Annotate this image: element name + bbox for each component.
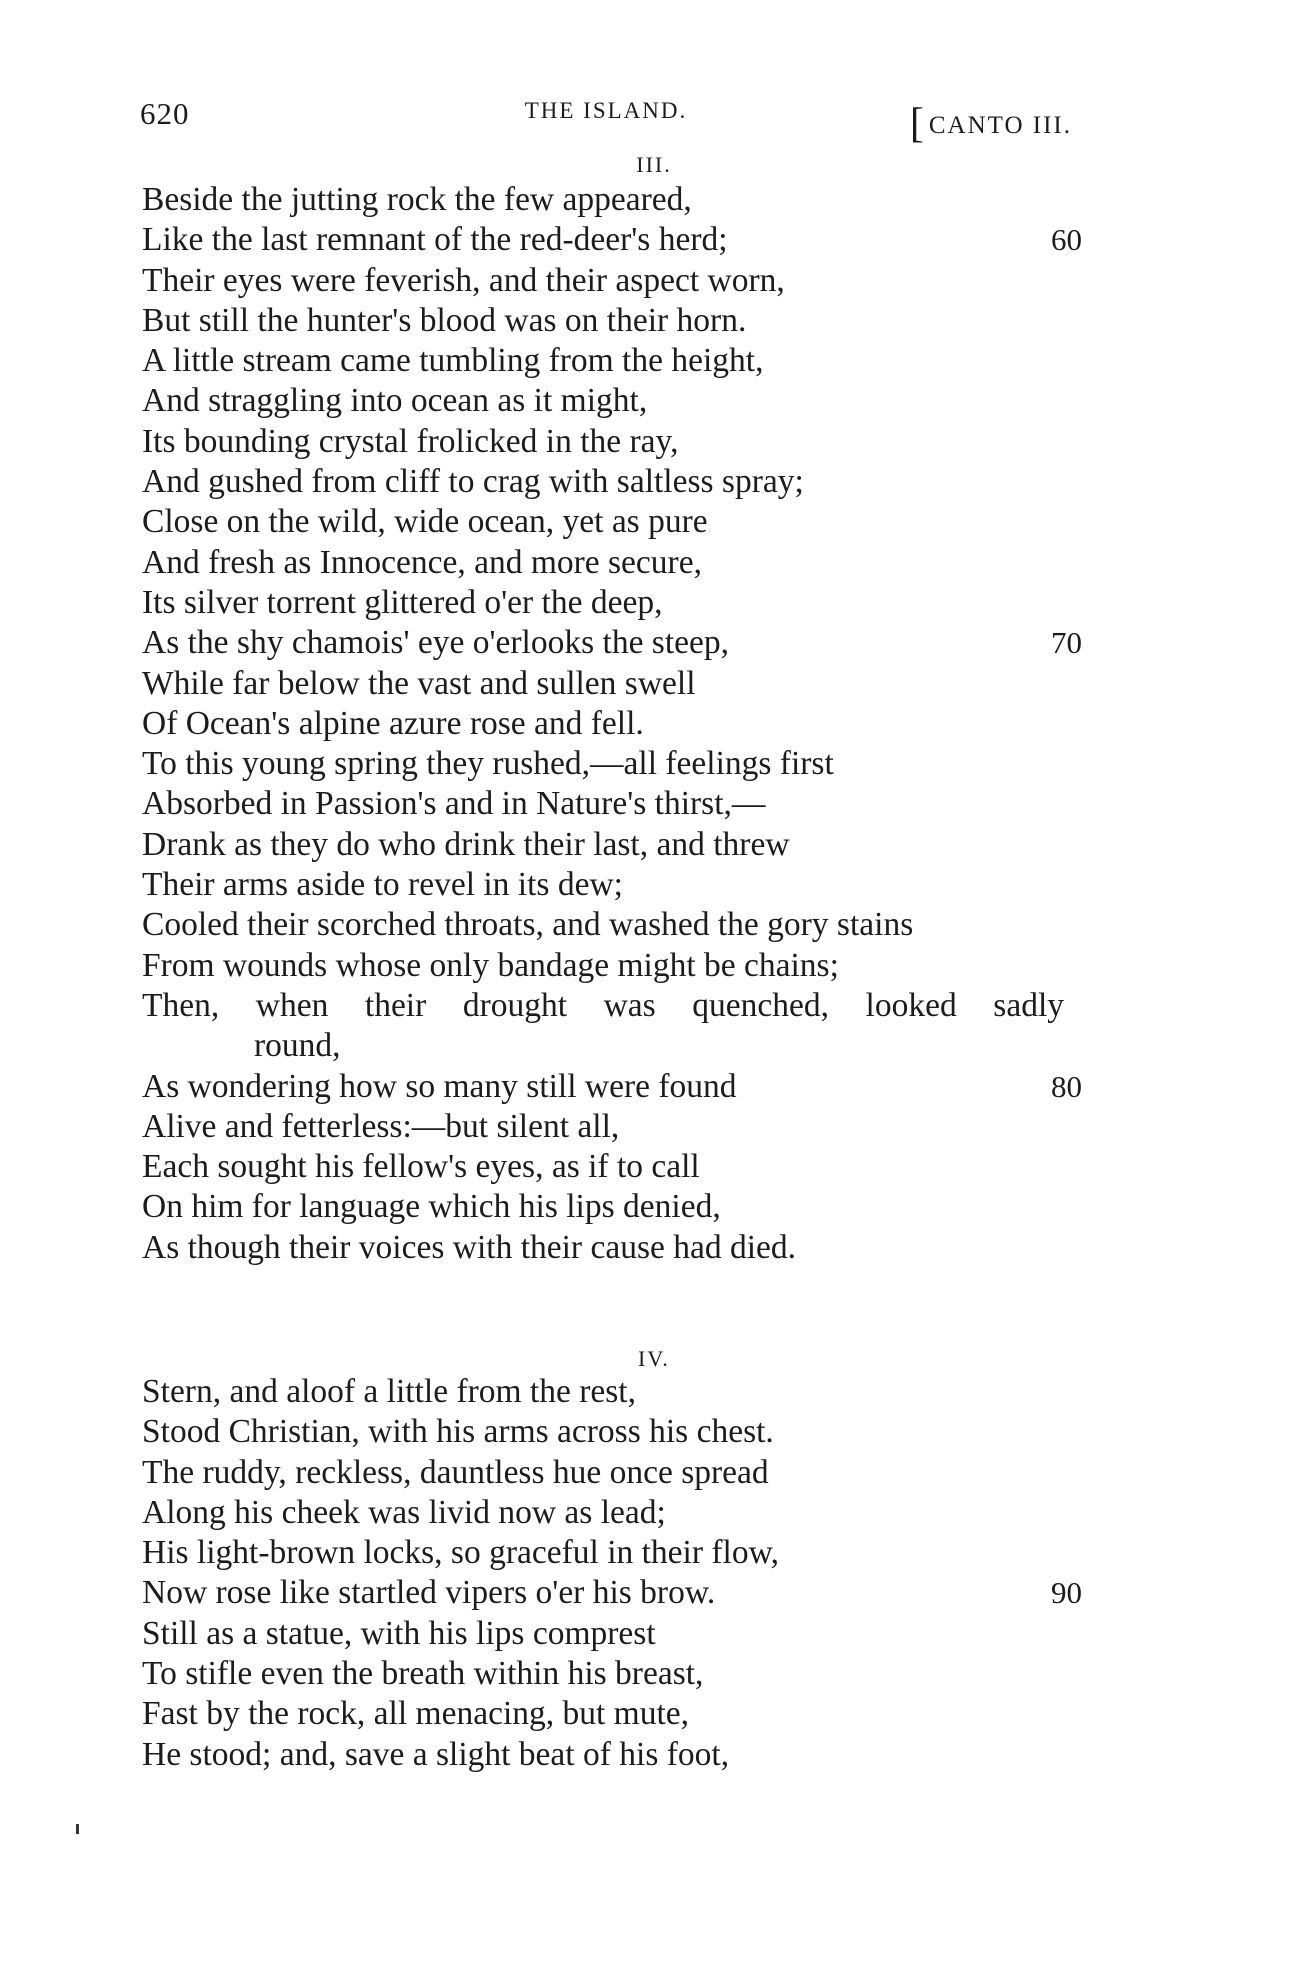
verse-line: Its bounding crystal frolicked in the ray, — [142, 422, 679, 460]
verse-line: Then, when their drought was quenched, looked sadly — [142, 986, 1064, 1024]
verse-line: Their arms aside to revel in its dew; — [142, 866, 623, 904]
verse-line-continuation: round, — [254, 1027, 341, 1065]
page-header — [140, 96, 1072, 147]
margin-mark — [76, 1824, 79, 1834]
verse-line: Each sought his fellow's eyes, as if to call — [142, 1148, 700, 1186]
verse-line: And gushed from cliff to crag with saltless spray; — [142, 463, 804, 501]
verse-line: To stifle even the breath within his breast, — [142, 1655, 704, 1693]
stanza-heading-iii: III. — [636, 152, 672, 177]
verse-line: He stood; and, save a slight beat of his foot, — [142, 1735, 730, 1773]
verse-line: And straggling into ocean as it might, — [142, 382, 648, 420]
verse-line: While far below the vast and sullen swell — [142, 664, 696, 702]
verse-line: Close on the wild, wide ocean, yet as pure — [142, 503, 708, 541]
verse-line: Beside the jutting rock the few appeared, — [142, 181, 692, 218]
verse-line: Cooled their scorched throats, and washed the gory stains — [142, 906, 914, 944]
verse-line: Now rose like startled vipers o'er his brow. 90 — [142, 1573, 1082, 1613]
verse-line: Fast by the rock, all menacing, but mute, — [142, 1695, 690, 1733]
verse-line: As the shy chamois' eye o'erlooks the steep, 70 — [142, 623, 1082, 663]
line-number: 70 — [1051, 625, 1082, 661]
verse-line: Along his cheek was livid now as lead; — [142, 1493, 666, 1531]
canto-text: CANTO III. — [928, 112, 1072, 139]
line-number: 80 — [1051, 1068, 1082, 1104]
verse-line: Absorbed in Passion's and in Nature's thirst,— — [142, 785, 766, 823]
verse-line: From wounds whose only bandage might be chains; — [142, 946, 839, 984]
running-title: THE ISLAND. — [524, 98, 688, 123]
verse-line: But still the hunter's blood was on their horn. — [142, 301, 747, 339]
verse-line: Still as a statue, with his lips comprest — [142, 1614, 656, 1652]
canto-label — [909, 96, 1072, 147]
verse-line: Like the last remnant of the red-deer's herd; 60 — [142, 220, 1082, 260]
canto-bracket: [ — [909, 101, 926, 147]
verse-line: A little stream came tumbling from the height, — [142, 342, 764, 380]
line-number: 90 — [1051, 1575, 1082, 1611]
page-number: 620 — [140, 96, 190, 131]
verse-line: Drank as they do who drink their last, and threw — [142, 825, 790, 863]
verse-line: And fresh as Innocence, and more secure, — [142, 543, 702, 581]
verse-line: On him for language which his lips denied, — [142, 1188, 721, 1226]
line-number: 60 — [1051, 222, 1082, 258]
stanza-iv — [142, 1372, 1082, 1775]
verse-line: Alive and fetterless:—but silent all, — [142, 1107, 620, 1145]
verse-line: To this young spring they rushed,—all feelings first — [142, 745, 834, 783]
verse-line: As wondering how so many still were found 80 — [142, 1067, 1082, 1107]
verse-line: Stern, and aloof a little from the rest, — [142, 1373, 636, 1410]
verse-line: Stood Christian, with his arms across his chest. — [142, 1413, 774, 1451]
verse-line: The ruddy, reckless, dauntless hue once spread — [142, 1453, 769, 1491]
stanza-heading-iv: IV. — [638, 1346, 670, 1371]
stanza-iii — [142, 180, 1082, 1268]
verse-line: Its silver torrent glittered o'er the deep, — [142, 583, 663, 621]
verse-line: His light-brown locks, so graceful in their flow, — [142, 1534, 779, 1572]
verse-line: Their eyes were feverish, and their aspect worn, — [142, 261, 785, 299]
verse-line: Of Ocean's alpine azure rose and fell. — [142, 704, 644, 742]
verse-line: As though their voices with their cause had died. — [142, 1228, 797, 1266]
